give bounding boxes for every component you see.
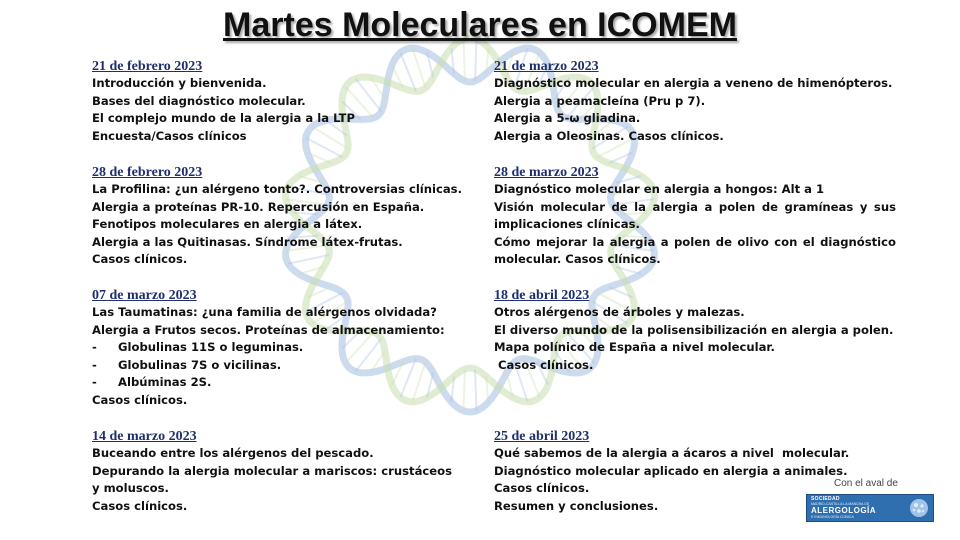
session-topic: Introducción y bienvenida. — [92, 76, 267, 90]
session-topic: Casos clínicos. — [494, 481, 590, 496]
session-topic: Depurando la alergia molecular a mariscos: crustáceos y moluscos. — [92, 463, 452, 496]
dna-rung — [475, 39, 477, 81]
session-topic: Bases del diagnóstico molecular. — [92, 93, 306, 108]
session-topic: Casos clínicos. — [92, 392, 188, 407]
bullet-dash: - — [92, 357, 97, 372]
session-block — [494, 164, 896, 269]
session-topic: Casos clínicos. — [92, 498, 188, 513]
session-topic: La Profilina: ¿un alérgeno tonto?. Controversias clínicas. — [92, 182, 462, 196]
endorsement-label: Con el aval de — [834, 478, 898, 489]
session-topic: El complejo mundo de la alergia a la LTP — [92, 111, 355, 126]
session-date: 28 de marzo 2023 — [494, 165, 599, 180]
session-topic: Encuesta/Casos clínicos — [92, 128, 247, 143]
session-date: 28 de febrero 2023 — [92, 165, 203, 180]
dna-rung — [464, 369, 466, 411]
session-topic: Visión molecular de la alergia a polen de gramíneas y sus implicaciones clínicas. — [494, 199, 896, 232]
session-date: 14 de marzo 2023 — [92, 429, 197, 444]
session-topic: Las Taumatinas: ¿una familia de alérgenos olvidada? — [92, 305, 437, 319]
bullet-dash: - — [92, 340, 97, 355]
bullet-text: Globulinas 11S o leguminas. — [118, 340, 304, 355]
bullet-text: Globulinas 7S o vicilinas. — [118, 357, 282, 372]
bullet-text: Albúminas 2S. — [118, 375, 212, 390]
session-date: 18 de abril 2023 — [494, 288, 590, 303]
session-topic: Alergia a proteínas PR-10. Repercusión en España. — [92, 199, 425, 214]
bullet-dash: - — [92, 375, 97, 390]
session-date: 21 de febrero 2023 — [92, 59, 203, 74]
bullet-item — [92, 357, 452, 375]
session-date: 07 de marzo 2023 — [92, 288, 197, 303]
session-topic: Diagnóstico molecular en alergia a veneno de himenópteros. — [494, 76, 893, 90]
session-topic: Alergia a Oleosinas. Casos clínicos. — [494, 128, 724, 143]
session-topic: Diagnóstico molecular en alergia a hongos: Alt a 1 — [494, 182, 825, 196]
session-block — [92, 164, 462, 269]
bullet-item — [92, 339, 452, 357]
session-topic: Casos clínicos. — [494, 357, 594, 372]
session-topic: Resumen y conclusiones. — [494, 498, 659, 513]
dna-rung — [464, 39, 466, 81]
session-block — [92, 58, 452, 145]
logo-line-1: SOCIEDAD — [811, 496, 840, 502]
session-date: 21 de marzo 2023 — [494, 59, 599, 74]
title-text: Martes Moleculares en ICOMEM — [223, 6, 737, 44]
society-logo — [806, 494, 934, 522]
session-topic: Cómo mejorar la alergia a polen de olivo con el diagnóstico molecular. Casos clínicos. — [494, 234, 896, 267]
session-topic: Mapa polínico de España a nivel molecular. — [494, 340, 775, 355]
logo-line-4: E INMUNOLOGÍA CLÍNICA — [811, 515, 854, 519]
session-block — [494, 58, 896, 145]
session-topic: Buceando entre los alérgenos del pescado. — [92, 446, 374, 460]
session-block — [494, 287, 896, 374]
session-block — [92, 428, 452, 515]
session-topic: El diverso mundo de la polisensibilización en alergia a polen. — [494, 322, 894, 337]
page-title — [0, 6, 960, 45]
session-topic: Alergia a 5-ω gliadina. — [494, 111, 641, 126]
pollen-icon — [907, 497, 931, 519]
session-topic: Fenotipos moleculares en alergia a látex. — [92, 217, 363, 232]
session-topic: Casos clínicos. — [92, 252, 188, 267]
logo-line-2: MADRID-CASTILLA LA MANCHA DE — [811, 502, 870, 506]
dna-rung — [475, 369, 477, 411]
session-block — [92, 287, 452, 410]
session-topic: Alergia a peamacleína (Pru p 7). — [494, 93, 706, 108]
session-topic: Qué sabemos de la alergia a ácaros a nivel molecular. — [494, 446, 850, 460]
bullet-item — [92, 374, 452, 392]
session-topic: Alergia a Frutos secos. Proteínas de almacenamiento: — [92, 322, 445, 337]
session-topic: Alergia a las Quitinasas. Síndrome látex-frutas. — [92, 234, 403, 249]
session-topic: Otros alérgenos de árboles y malezas. — [494, 305, 745, 319]
logo-line-3: ALERGOLOGÍA — [811, 506, 877, 515]
session-topic: Diagnóstico molecular aplicado en alergia a animales. — [494, 463, 848, 478]
session-date: 25 de abril 2023 — [494, 429, 590, 444]
